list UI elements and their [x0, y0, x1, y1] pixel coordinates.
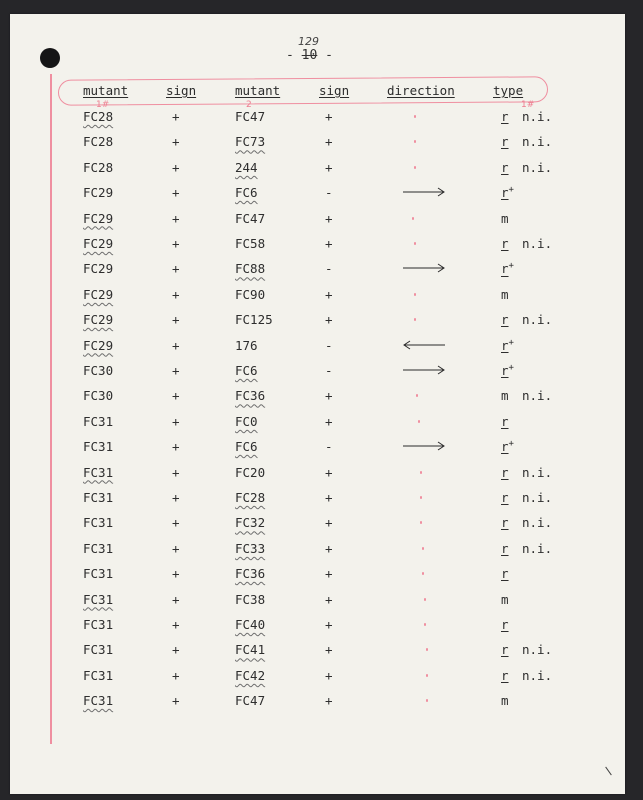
header-mutant-1: mutant	[83, 83, 129, 98]
red-tick-mark	[414, 293, 416, 296]
type-cell	[501, 261, 514, 276]
mutant-1: FC30	[83, 363, 114, 378]
red-tick-mark	[412, 217, 414, 220]
type-cell	[501, 465, 509, 480]
mutant-1: FC28	[83, 134, 114, 150]
sign-1: +	[172, 363, 180, 378]
mutant-1: FC31	[83, 591, 114, 607]
red-tick-mark	[420, 496, 422, 499]
type-value: r	[501, 667, 509, 683]
mutant-1: FC31	[83, 667, 114, 683]
sign-2: +	[325, 490, 333, 505]
header-direction: direction	[387, 83, 455, 98]
table-row	[10, 287, 625, 307]
header-mutant-2: mutant	[235, 83, 281, 98]
sign-1: +	[172, 515, 180, 531]
mutant-2: FC36	[235, 566, 266, 582]
header-type: type	[493, 83, 524, 98]
note: n.i.	[522, 540, 553, 556]
mutant-2: 244	[235, 159, 258, 175]
mutant-2: FC28	[235, 490, 266, 505]
type-cell	[501, 414, 509, 429]
note: n.i.	[522, 490, 553, 505]
red-tick-mark	[418, 420, 420, 423]
mutant-1: FC29	[83, 185, 114, 201]
sign-1: +	[172, 490, 180, 505]
note: n.i.	[522, 159, 553, 175]
mutant-2: FC36	[235, 388, 266, 404]
mutant-2: FC6	[235, 185, 258, 201]
mutant-2: 176	[235, 337, 258, 353]
table-row	[10, 439, 625, 459]
red-tick-mark	[420, 471, 422, 474]
sign-1: +	[172, 185, 180, 201]
mutant-1: FC30	[83, 388, 114, 404]
sign-2: +	[325, 642, 333, 658]
type-cell	[501, 617, 509, 632]
type-value: r	[501, 515, 509, 531]
table-row	[10, 185, 625, 205]
mutant-2: FC32	[235, 515, 266, 531]
type-cell	[501, 185, 514, 200]
arrow-right-icon	[402, 440, 446, 452]
mutant-2: FC73	[235, 134, 266, 150]
type-value: r	[501, 185, 509, 201]
note: n.i.	[522, 464, 553, 480]
type-value: r	[501, 134, 509, 150]
red-tick-mark	[414, 140, 416, 143]
red-tick-mark	[414, 166, 416, 169]
type-value: r	[501, 236, 509, 251]
punch-hole	[40, 48, 60, 68]
mutant-1: FC31	[83, 642, 114, 658]
page-number-dash-right: -	[317, 48, 333, 63]
type-cell	[501, 490, 509, 505]
type-value: r	[501, 464, 509, 480]
mutant-1: FC31	[83, 566, 114, 582]
red-tick-mark	[416, 394, 418, 397]
red-tick-mark	[426, 648, 428, 651]
red-tick-mark	[422, 547, 424, 550]
red-mark-right: 1#	[521, 100, 535, 110]
sign-1: +	[172, 540, 180, 556]
sign-2: +	[325, 617, 333, 632]
page-number-dash-left: -	[286, 48, 302, 63]
mutant-1: FC29	[83, 337, 114, 353]
type-cell	[501, 439, 514, 454]
typed-page-number	[286, 48, 333, 63]
type-value: r	[501, 566, 509, 582]
type-cell	[501, 541, 509, 556]
type-value: r	[501, 261, 509, 277]
type-value: m	[501, 388, 509, 404]
table-row	[10, 541, 625, 561]
sign-2: +	[325, 566, 333, 582]
mutant-2: FC47	[235, 210, 266, 226]
mutant-1: FC31	[83, 490, 114, 505]
table-row	[10, 236, 625, 256]
table-row	[10, 338, 625, 358]
type-value: r	[501, 159, 509, 175]
mutant-2: FC20	[235, 464, 266, 480]
type-value: r	[501, 490, 509, 505]
mutant-1: FC31	[83, 617, 114, 632]
type-superscript: +	[508, 261, 514, 272]
sign-2: -	[325, 185, 333, 201]
type-cell	[501, 693, 509, 708]
header-sign-1: sign	[166, 83, 197, 98]
type-cell	[501, 592, 509, 607]
sign-1: +	[172, 642, 180, 658]
table-row	[10, 211, 625, 231]
typed-page	[10, 14, 625, 794]
type-cell	[501, 312, 509, 327]
red-tick-mark	[414, 115, 416, 118]
type-value: r	[501, 413, 509, 429]
type-superscript: +	[508, 185, 514, 196]
sign-2: -	[325, 337, 333, 353]
sign-2: +	[325, 388, 333, 404]
sign-1: +	[172, 312, 180, 328]
table-row	[10, 668, 625, 688]
type-value: r	[501, 312, 509, 328]
arrow-right-icon	[402, 364, 446, 376]
sign-2: +	[325, 591, 333, 607]
type-value: m	[501, 286, 509, 302]
mutant-2: FC125	[235, 312, 273, 328]
red-tick-mark	[426, 699, 428, 702]
sign-1: +	[172, 667, 180, 683]
sign-2: +	[325, 540, 333, 556]
mutant-1: FC28	[83, 159, 114, 175]
red-tick-mark	[420, 521, 422, 524]
arrow-left-icon	[402, 339, 446, 351]
red-tick-mark	[426, 674, 428, 677]
crossed-out-page-number: 10	[301, 48, 318, 63]
sign-1: +	[172, 236, 180, 251]
mutant-1: FC29	[83, 312, 114, 328]
mutant-2: FC58	[235, 236, 266, 251]
handwritten-page-number: 129	[298, 35, 319, 48]
table-row	[10, 617, 625, 637]
mutant-1: FC29	[83, 236, 114, 251]
sign-1: +	[172, 210, 180, 226]
sign-2: -	[325, 439, 333, 455]
note: n.i.	[522, 134, 553, 150]
type-cell	[501, 236, 509, 251]
mutant-1: FC29	[83, 210, 114, 226]
sign-2: +	[325, 312, 333, 328]
mutant-2: FC33	[235, 540, 266, 556]
header-circle-mark	[58, 76, 548, 105]
sign-2: +	[325, 159, 333, 175]
mutant-1: FC31	[83, 515, 114, 531]
type-value: r	[501, 363, 509, 379]
sign-2: +	[325, 667, 333, 683]
sign-1: +	[172, 413, 180, 429]
type-superscript: +	[508, 337, 514, 348]
type-cell	[501, 668, 509, 683]
table-row	[10, 566, 625, 586]
sign-1: +	[172, 109, 180, 124]
arrow-right-icon	[402, 186, 446, 198]
type-cell	[501, 134, 509, 149]
mutant-1: FC28	[83, 109, 114, 124]
sign-2: -	[325, 261, 333, 277]
table-row	[10, 465, 625, 485]
sign-1: +	[172, 388, 180, 404]
sign-1: +	[172, 464, 180, 480]
mutant-1: FC31	[83, 464, 114, 480]
table-row	[10, 388, 625, 408]
mutant-2: FC88	[235, 261, 266, 277]
type-value: m	[501, 210, 509, 226]
mutant-2: FC40	[235, 617, 266, 632]
mutant-2: FC6	[235, 439, 258, 455]
type-cell	[501, 566, 509, 581]
red-tick-mark	[422, 572, 424, 575]
table-row	[10, 490, 625, 510]
sign-1: +	[172, 693, 180, 709]
note: n.i.	[522, 388, 553, 404]
type-cell	[501, 211, 509, 226]
sign-1: +	[172, 286, 180, 302]
sign-1: +	[172, 617, 180, 632]
type-superscript: +	[508, 439, 514, 450]
sign-2: +	[325, 515, 333, 531]
sign-2: +	[325, 464, 333, 480]
sign-2: +	[325, 236, 333, 251]
type-cell	[501, 363, 514, 378]
type-cell	[501, 160, 509, 175]
table-row	[10, 134, 625, 154]
mutant-1: FC29	[83, 261, 114, 277]
sign-1: +	[172, 134, 180, 150]
note: n.i.	[522, 515, 553, 531]
type-value: m	[501, 693, 509, 709]
mutant-2: FC38	[235, 591, 266, 607]
table-row	[10, 363, 625, 383]
type-value: r	[501, 337, 509, 353]
mutant-1: FC31	[83, 540, 114, 556]
red-mark-mid: 2	[246, 100, 252, 110]
sign-2: +	[325, 210, 333, 226]
sign-1: +	[172, 261, 180, 277]
sign-2: +	[325, 109, 333, 124]
mutant-2: FC41	[235, 642, 266, 658]
sign-1: +	[172, 591, 180, 607]
type-cell	[501, 642, 509, 657]
type-superscript: +	[508, 363, 514, 373]
note: n.i.	[522, 642, 553, 658]
sign-2: -	[325, 363, 333, 378]
mutant-2: FC47	[235, 109, 266, 124]
red-tick-mark	[424, 598, 426, 601]
table-row	[10, 312, 625, 332]
mutant-2: FC42	[235, 667, 266, 683]
type-value: r	[501, 642, 509, 658]
mutant-1: FC31	[83, 693, 114, 709]
mutant-1: FC31	[83, 413, 114, 429]
table-row	[10, 642, 625, 662]
header-sign-2: sign	[319, 83, 350, 98]
mutant-2: FC90	[235, 286, 266, 302]
sign-1: +	[172, 439, 180, 455]
sign-2: +	[325, 693, 333, 709]
mutant-1: FC31	[83, 439, 114, 455]
red-tick-mark	[424, 623, 426, 626]
type-value: r	[501, 540, 509, 556]
mutant-2: FC6	[235, 363, 258, 378]
note: n.i.	[522, 109, 553, 124]
red-tick-mark	[414, 242, 416, 245]
corner-pencil-mark	[605, 767, 612, 776]
table-row	[10, 592, 625, 612]
type-cell	[501, 515, 509, 530]
note: n.i.	[522, 667, 553, 683]
sign-1: +	[172, 159, 180, 175]
note: n.i.	[522, 312, 553, 328]
sign-2: +	[325, 413, 333, 429]
type-cell	[501, 109, 509, 124]
table-row	[10, 414, 625, 434]
type-cell	[501, 388, 509, 403]
type-value: r	[501, 617, 509, 632]
table-row	[10, 109, 625, 129]
type-cell	[501, 338, 514, 353]
mutant-2: FC47	[235, 693, 266, 709]
type-value: r	[501, 439, 509, 455]
table-row	[10, 693, 625, 713]
sign-2: +	[325, 134, 333, 150]
sign-1: +	[172, 566, 180, 582]
table-row	[10, 160, 625, 180]
arrow-right-icon	[402, 262, 446, 274]
type-value: m	[501, 591, 509, 607]
type-value: r	[501, 109, 509, 124]
red-tick-mark	[414, 318, 416, 321]
mutant-1: FC29	[83, 286, 114, 302]
sign-2: +	[325, 286, 333, 302]
table-row	[10, 261, 625, 281]
sign-1: +	[172, 337, 180, 353]
type-cell	[501, 287, 509, 302]
table-row	[10, 515, 625, 535]
note: n.i.	[522, 236, 553, 251]
red-mark-left: 1#	[96, 100, 110, 110]
mutant-2: FC0	[235, 413, 258, 429]
